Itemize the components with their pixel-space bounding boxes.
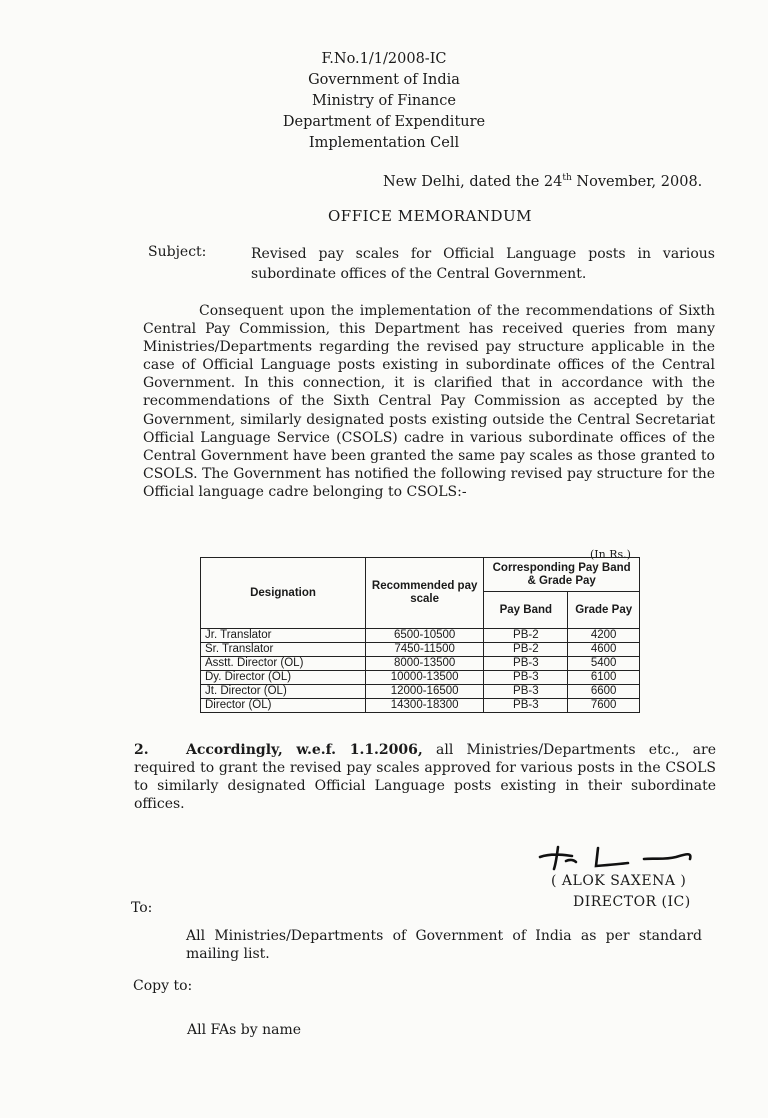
table-row: [201, 657, 640, 671]
ministry-line: Ministry of Finance: [312, 93, 456, 109]
designation-cell: Asstt. Director (OL): [201, 657, 366, 671]
grade-pay-cell: 5400: [568, 657, 640, 671]
designation-cell: Jt. Director (OL): [201, 685, 366, 699]
table-row: [201, 685, 640, 699]
pay-scale-cell: 7450-11500: [366, 643, 484, 657]
government-line: Government of India: [308, 72, 460, 88]
cell-line: Implementation Cell: [308, 135, 460, 151]
date-ordinal: th: [562, 173, 572, 183]
paragraph-1: Consequent upon the implementation of the recommendations of Sixth Central Pay Commission, this Department has received queries from many Ministries/Departments regarding the revised pay structure applicable in the case of Official Language posts existing in subordinate offices of the Central Government. In this connection, it is clarified that in accordance with the recommendations of the Sixth Central Pay Commission as accepted by the Government, similarly designated posts existing outside the Central Secretariat Official Language Service (CSOLS) cadre in various subordinate offices of the Central Government have been granted the same pay scales as those granted to CSOLS. The Government has notified the following revised pay structure for the Official language cadre belonging to CSOLS:-: [143, 303, 715, 500]
pay-scale-cell: 14300-18300: [366, 699, 484, 713]
to-label: To:: [131, 900, 153, 916]
file-number: F.No.1/1/2008-IC: [321, 51, 447, 67]
grade-pay-header: Grade Pay: [568, 592, 640, 629]
paragraph-2-lead: Accordingly, w.e.f. 1.1.2006,: [186, 742, 423, 758]
pay-band-cell: PB-2: [484, 643, 568, 657]
table-row: [201, 629, 640, 643]
pay-scale-cell: 10000-13500: [366, 671, 484, 685]
date-prefix: New Delhi, dated the 24: [383, 173, 563, 190]
grade-pay-cell: 6100: [568, 671, 640, 685]
copy-to-recipients: All FAs by name: [187, 1022, 302, 1038]
signature: [536, 843, 696, 871]
copy-to-label: Copy to:: [133, 978, 193, 994]
paragraph-2-number: 2.: [134, 742, 149, 758]
pay-band-cell: PB-3: [484, 671, 568, 685]
table-row: [201, 699, 640, 713]
subject-label: Subject:: [148, 244, 207, 260]
department-line: Department of Expenditure: [282, 114, 486, 130]
designation-cell: Dy. Director (OL): [201, 671, 366, 685]
pay-band-cell: PB-2: [484, 629, 568, 643]
recommended-header: Recommended pay scale: [366, 558, 484, 629]
paragraph-2-text: all Ministries/Departments etc., are required to grant the revised pay scales approved for various posts in the CSOLS to similarly designated Official Language posts existing in their subordinate offices.: [134, 742, 717, 812]
signatory-title: DIRECTOR (IC): [573, 894, 691, 910]
pay-scale-cell: 12000-16500: [366, 685, 484, 699]
pay-band-cell: PB-3: [484, 699, 568, 713]
pay-scale-cell: 6500-10500: [366, 629, 484, 643]
grade-pay-cell: 4600: [568, 643, 640, 657]
designation-header: Designation: [201, 558, 366, 629]
table-row: [201, 643, 640, 657]
pay-scale-cell: 8000-13500: [366, 657, 484, 671]
grade-pay-cell: 7600: [568, 699, 640, 713]
to-recipients: All Ministries/Departments of Government of India as per standard mailing list.: [186, 928, 702, 962]
letterhead: [0, 49, 768, 154]
table-unit: (In Rs.): [590, 548, 631, 561]
pay-band-cell: PB-3: [484, 685, 568, 699]
date-rest: November, 2008.: [571, 173, 703, 190]
designation-cell: Jr. Translator: [201, 629, 366, 643]
table-row: [201, 671, 640, 685]
pay-band-header: Pay Band: [484, 592, 568, 629]
pay-scale-table: [200, 557, 640, 713]
grade-pay-cell: 4200: [568, 629, 640, 643]
paragraph-2: [134, 741, 716, 813]
signatory-name: ( ALOK SAXENA ): [551, 873, 687, 889]
corresponding-header: Corresponding Pay Band & Grade Pay: [484, 558, 640, 592]
designation-cell: Sr. Translator: [201, 643, 366, 657]
designation-cell: Director (OL): [201, 699, 366, 713]
memo-title: OFFICE MEMORANDUM: [328, 207, 532, 225]
subject-text: Revised pay scales for Official Language posts in various subordinate offices of the Central Government.: [251, 246, 715, 282]
pay-band-cell: PB-3: [484, 657, 568, 671]
grade-pay-cell: 6600: [568, 685, 640, 699]
date-line: [383, 173, 702, 190]
